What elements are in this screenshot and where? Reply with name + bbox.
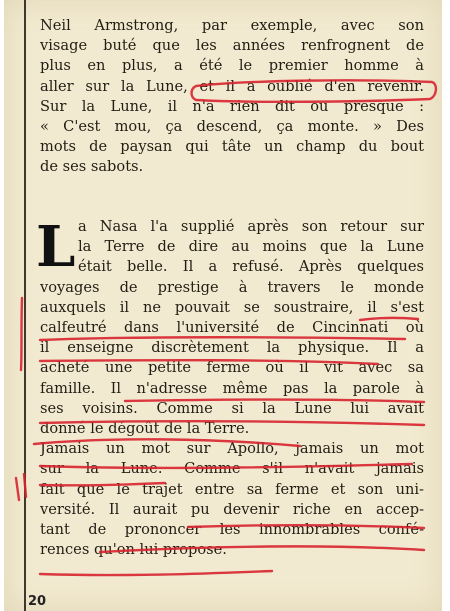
- drop-cap: L: [36, 214, 76, 280]
- text-line: calfeutré dans l'université de Cincinnati où: [40, 319, 424, 337]
- text-line: visage buté que les années renfrognent de: [40, 37, 424, 55]
- text-line: voyages de prestige à travers le monde: [40, 278, 424, 296]
- text-line: mots de paysan qui tâte un champ du bout: [40, 138, 424, 156]
- text-line: Jamais un mot sur Apollo, jamais un mot: [40, 440, 424, 458]
- text-line: Neil Armstrong, par exemple, avec son: [40, 17, 424, 34]
- text-line: rences qu'on lui propose.: [40, 541, 227, 559]
- text-line: plus en plus, a été le premier homme à: [40, 57, 424, 75]
- text-line: acheté une petite ferme où il vit avec sa: [40, 359, 424, 377]
- text-line: il enseigne discrètement la physique. Il a: [40, 339, 424, 357]
- text-line: famille. Il n'adresse même pas la parole à: [40, 379, 424, 397]
- column-rule: [24, 0, 26, 611]
- paragraph-2: [40, 217, 424, 560]
- text-line: aller sur la Lune, et il a oublié d'en revenir.: [40, 77, 424, 95]
- paragraph-1: [40, 16, 424, 178]
- text-line: ses voisins. Comme si la Lune lui avait: [40, 399, 424, 417]
- text-line: donné le dégoût de la Terre.: [40, 420, 250, 438]
- text-line: auxquels il ne pouvait se soustraire, il s'est: [40, 298, 424, 316]
- text-line: « C'est mou, ça descend, ça monte. » Des: [40, 118, 424, 136]
- text-line: versité. Il aurait pu devenir riche en accep-: [40, 500, 424, 518]
- text-line: fait que le trajet entre sa ferme et son uni-: [40, 480, 424, 498]
- text-line: était belle. Il a refusé. Après quelques: [78, 258, 424, 276]
- text-line: de ses sabots.: [40, 158, 144, 176]
- text-line: sur la Lune. Comme s'il n'avait jamais: [40, 460, 424, 478]
- text-line: Sur la Lune, il n'a rien dit ou presque :: [40, 97, 424, 115]
- page-number: 20: [28, 594, 47, 609]
- text-line: tant de prononcer les innombrables confé-: [40, 521, 424, 539]
- text-line: la Terre de dire au moins que la Lune: [78, 238, 424, 256]
- text-line: a Nasa l'a supplié après son retour sur: [78, 218, 424, 235]
